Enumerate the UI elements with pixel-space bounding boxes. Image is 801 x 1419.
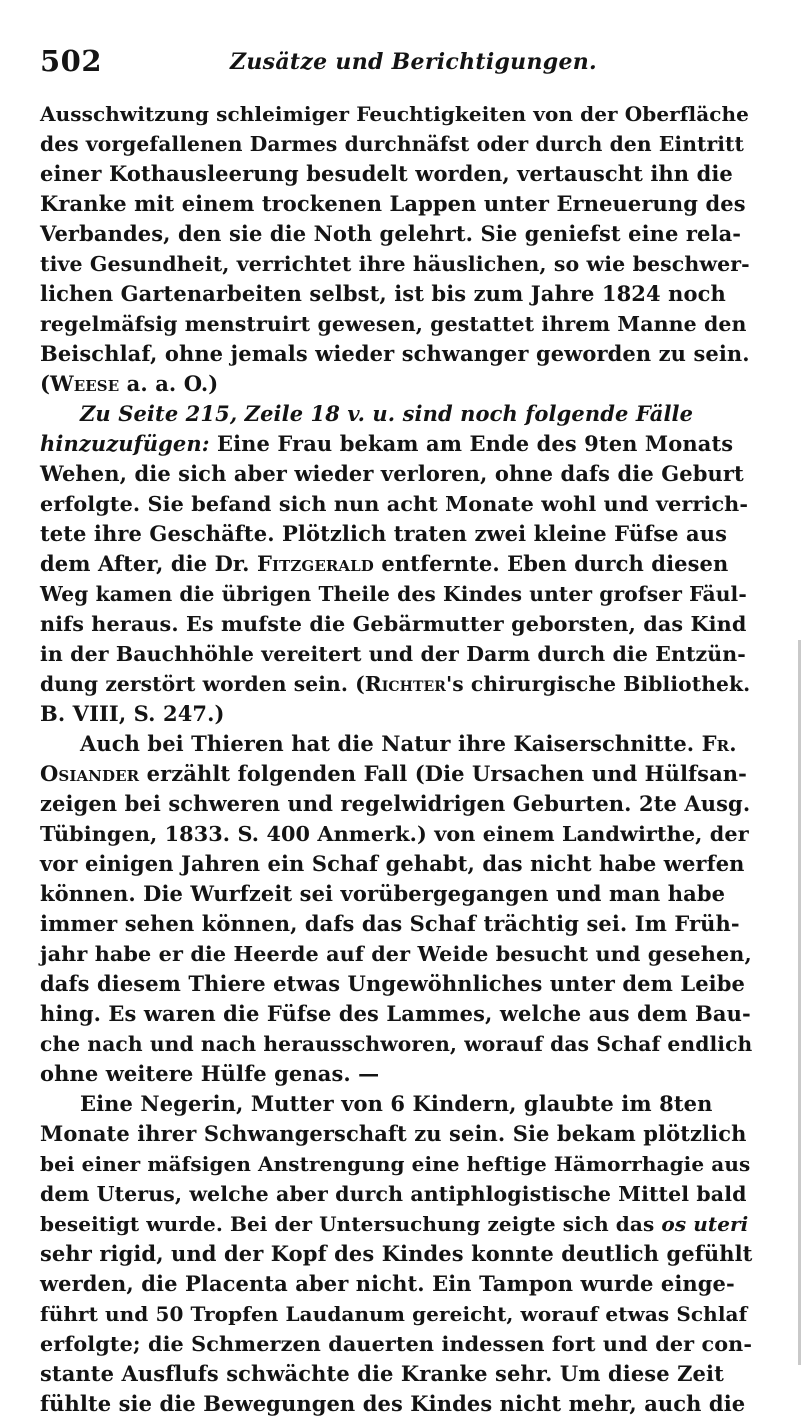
page-header bbox=[0, 44, 801, 84]
text-line: immer sehen können, dafs das Schaf trächtig sei. Im Früh- bbox=[40, 911, 740, 936]
text-line: hing. Es waren die Füfse des Lammes, welche aus dem Bau- bbox=[40, 1001, 751, 1026]
text-fragment: dung zerstört worden sein. ( bbox=[40, 672, 365, 696]
text-line: che nach und nach herausschworen, worauf das Schaf endlich bbox=[40, 1032, 753, 1056]
text-line: regelmäfsig menstruirt gewesen, gestattet ihrem Manne den bbox=[40, 312, 747, 336]
text-line bbox=[40, 369, 752, 399]
text-line: B. VIII, S. 247.) bbox=[40, 701, 225, 726]
text-line: dem Uterus, welche aber durch antiphlogistische Mittel bald bbox=[40, 1182, 747, 1206]
italic-phrase: hinzuzufügen: bbox=[40, 431, 210, 456]
text-fragment: a. a. O.) bbox=[119, 371, 219, 396]
text-line: bei einer mäfsigen Anstrengung eine heftige Hämorrhagie aus bbox=[40, 1152, 751, 1176]
text-line: Verbandes, den sie die Noth gelehrt. Sie geniefst eine rela- bbox=[40, 221, 742, 246]
text-fragment: dem After, die Dr. bbox=[40, 551, 257, 576]
text-line: Zu Seite 215, Zeile 18 v. u. sind noch folgende Fälle bbox=[80, 401, 694, 426]
text-line bbox=[40, 549, 752, 579]
text-line: führt und 50 Tropfen Laudanum gereicht, worauf etwas Schlaf bbox=[40, 1302, 748, 1326]
text-line: können. Die Wurfzeit sei vorübergegangen und man habe bbox=[40, 881, 726, 906]
text-line bbox=[40, 1209, 752, 1239]
text-line: ohne weitere Hülfe genas. — bbox=[40, 1061, 380, 1086]
text-line: erfolgte. Sie befand sich nun acht Monate wohl und verrich- bbox=[40, 492, 749, 516]
text-line: Monate ihrer Schwangerschaft zu sein. Sie bekam plötzlich bbox=[40, 1121, 747, 1146]
text-line: nifs heraus. Es mufste die Gebärmutter geborsten, das Kind bbox=[40, 612, 747, 636]
text-line: einer Kothausleerung besudelt worden, vertauscht ihn die bbox=[40, 161, 733, 186]
text-line bbox=[40, 759, 752, 789]
text-fragment: ( bbox=[40, 371, 51, 396]
text-fragment: 's chirurgische Bibliothek. bbox=[445, 672, 751, 696]
page-number: 502 bbox=[40, 44, 103, 78]
text-line: Tübingen, 1833. S. 400 Anmerk.) von einem Landwirthe, der bbox=[40, 822, 749, 846]
author-name: Richter bbox=[364, 672, 446, 696]
text-line: fühlte sie die Bewegungen des Kindes nicht mehr, auch die bbox=[40, 1391, 746, 1416]
author-name: Fitzgerald bbox=[256, 551, 374, 576]
text-line bbox=[40, 729, 752, 759]
text-line: Eine Negerin, Mutter von 6 Kindern, glaubte im 8ten bbox=[80, 1091, 713, 1116]
author-name: Osiander bbox=[40, 761, 140, 786]
text-fragment: erzählt folgenden Fall (Die Ursachen und Hülfsan- bbox=[139, 761, 747, 786]
text-line bbox=[40, 429, 752, 459]
text-line: stante Ausflufs schwächte die Kranke sehr. Um diese Zeit bbox=[40, 1361, 724, 1386]
text-line: des vorgefallenen Darmes durchnäfst oder durch den Eintritt bbox=[40, 132, 744, 156]
text-line: dafs diesem Thiere etwas Ungewöhnliches unter dem Leibe bbox=[40, 971, 745, 996]
text-line: Wehen, die sich aber wieder verloren, ohne dafs die Geburt bbox=[40, 461, 744, 486]
italic-phrase: os uteri bbox=[661, 1212, 749, 1236]
text-line bbox=[40, 669, 752, 699]
text-line: werden, die Placenta aber nicht. Ein Tampon wurde einge- bbox=[40, 1271, 735, 1296]
author-name: Weese bbox=[50, 371, 120, 396]
text-line: jahr habe er die Heerde auf der Weide besucht und gesehen, bbox=[40, 942, 752, 966]
author-name: Fr. bbox=[701, 731, 737, 756]
text-line: lichen Gartenarbeiten selbst, ist bis zum Jahre 1824 noch bbox=[40, 281, 726, 306]
text-fragment: Auch bei Thieren hat die Natur ihre Kaiserschnitte. bbox=[80, 731, 702, 756]
running-title: Zusätze und Berichtigungen. bbox=[230, 49, 597, 75]
text-fragment: Eine Frau bekam am Ende des 9ten Monats bbox=[209, 431, 734, 456]
text-line: zeigen bei schweren und regelwidrigen Geburten. 2te Ausg. bbox=[40, 791, 751, 816]
text-fragment: entfernte. Eben durch diesen bbox=[373, 551, 729, 576]
text-line: in der Bauchhöhle vereitert und der Darm durch die Entzün- bbox=[40, 642, 746, 666]
text-line: vor einigen Jahren ein Schaf gehabt, das nicht habe werfen bbox=[40, 851, 745, 876]
text-fragment: beseitigt wurde. Bei der Untersuchung zeigte sich das bbox=[40, 1212, 662, 1236]
text-line: Beischlaf, ohne jemals wieder schwanger geworden zu sein. bbox=[40, 341, 750, 366]
text-line: Kranke mit einem trockenen Lappen unter Erneuerung des bbox=[40, 191, 746, 216]
text-line: tete ihre Geschäfte. Plötzlich traten zwei kleine Füfse aus bbox=[40, 521, 728, 546]
text-line: erfolgte; die Schmerzen dauerten indessen fort und der con- bbox=[40, 1332, 753, 1356]
text-line: Weg kamen die übrigen Theile des Kindes unter grofser Fäul- bbox=[40, 582, 747, 606]
text-line: Ausschwitzung schleimiger Feuchtigkeiten von der Oberfläche bbox=[40, 102, 750, 126]
text-line: tive Gesundheit, verrichtet ihre häuslichen, so wie beschwer- bbox=[40, 252, 750, 276]
body-text bbox=[40, 99, 752, 1419]
text-line: sehr rigid, und der Kopf des Kindes konnte deutlich gefühlt bbox=[40, 1241, 753, 1266]
